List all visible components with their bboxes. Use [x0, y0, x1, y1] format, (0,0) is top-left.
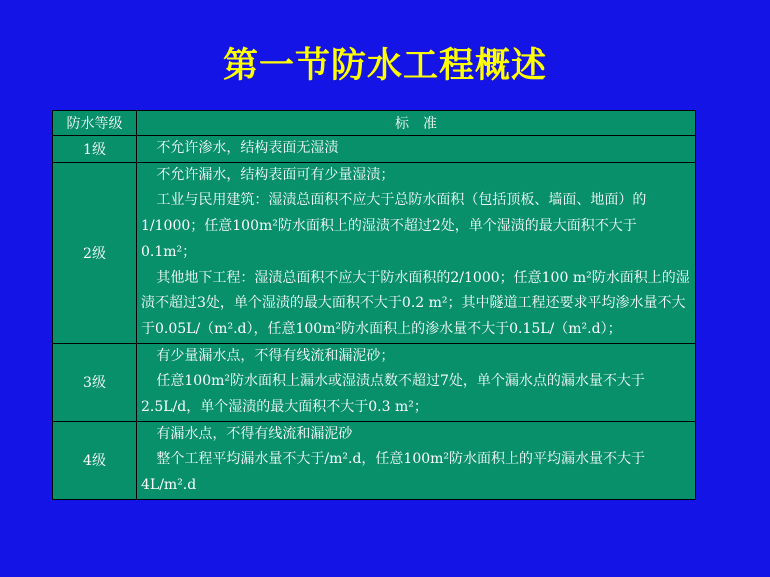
level-cell: 4级: [53, 421, 137, 499]
table-row: [53, 136, 696, 163]
standard-paragraph: 整个工程平均漏水量不大于/m².d，任意100m²防水面积上的平均漏水量不大于4L/m².d: [141, 451, 646, 494]
header-level: 防水等级: [53, 111, 137, 136]
level-cell: 2级: [53, 162, 137, 343]
standard-paragraph: 其他地下工程：湿渍总面积不应大于防水面积的2/1000；任意100 m²防水面积上的湿渍不超过3处，单个湿渍的最大面积不大于0.2 m²；其中隧道工程还要求平均渗水量不大于0.05L/（m².d），任意100m²防水面积上的渗水量不大于0.15L/（m².d）；: [141, 269, 690, 337]
standard-paragraph: 不允许渗水，结构表面无湿渍: [156, 140, 339, 156]
standard-cell: [137, 343, 696, 421]
table-row: [53, 162, 696, 343]
standard-cell: [137, 136, 696, 163]
table-row: [53, 421, 696, 499]
level-cell: 3级: [53, 343, 137, 421]
header-standard: 标 准: [137, 111, 696, 136]
standard-paragraph: 不允许漏水，结构表面可有少量湿渍；: [156, 166, 395, 183]
standard-paragraph: 有漏水点，不得有线流和漏泥砂: [156, 425, 353, 442]
standard-paragraph: 工业与民用建筑：湿渍总面积不应大于总防水面积（包括顶板、墙面、地面）的1/1000；任意100m²防水面积上的湿渍不超过2处，单个湿渍的最大面积不大于0.1m²；: [141, 192, 647, 260]
table-row: [53, 343, 696, 421]
table-header-row: [53, 111, 696, 136]
standard-paragraph: 任意100m²防水面积上漏水或湿渍点数不超过7处，单个漏水点的漏水量不大于2.5L/d，单个湿渍的最大面积不大于0.3 m²；: [141, 373, 645, 416]
waterproof-grade-table: [52, 110, 696, 500]
standard-cell: [137, 421, 696, 499]
standard-cell: [137, 162, 696, 343]
page-title: 第一节防水工程概述: [222, 45, 547, 86]
standard-paragraph: 有少量漏水点，不得有线流和漏泥砂；: [156, 347, 395, 364]
level-cell: 1级: [53, 136, 137, 163]
